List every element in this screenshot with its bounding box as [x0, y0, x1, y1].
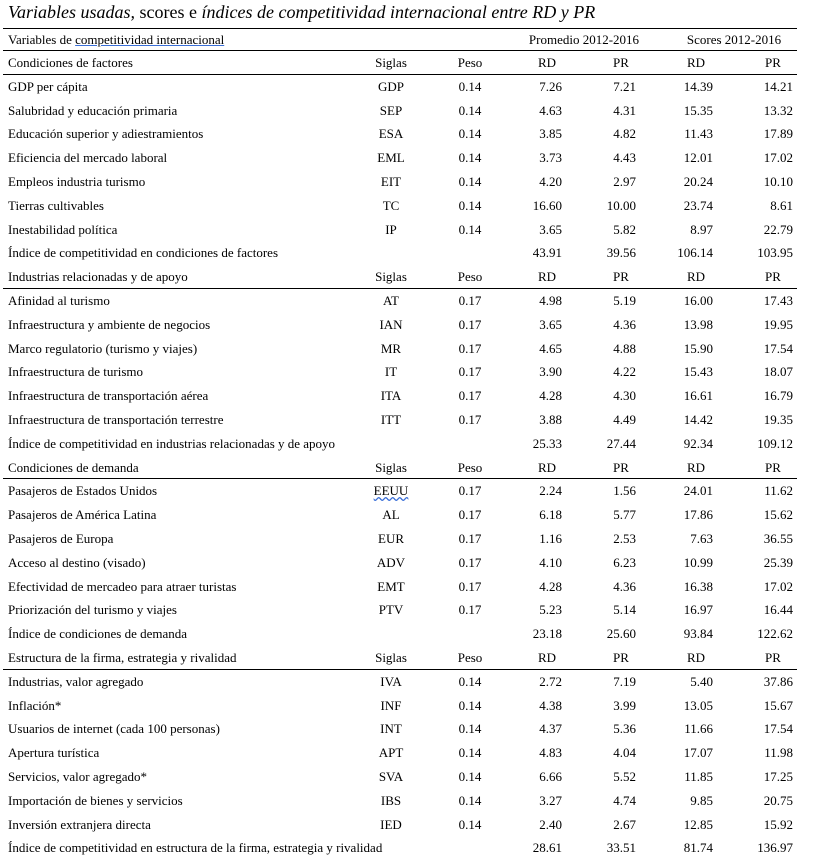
peso-cell: 0.14 — [458, 792, 482, 808]
header-row — [0, 28, 814, 51]
value-cell: 15.62 — [763, 507, 793, 523]
peso-cell: 0.17 — [458, 483, 482, 499]
value-cell: 3.65 — [539, 221, 562, 237]
value-cell: 16.38 — [683, 578, 713, 594]
sigla-cell: AL — [382, 507, 400, 523]
index-value: 25.60 — [606, 626, 636, 642]
title-part2: scores e — [135, 2, 202, 22]
value-cell: 8.97 — [690, 221, 713, 237]
value-cell: 17.54 — [763, 721, 793, 737]
table-row — [0, 384, 814, 407]
index-value: 93.84 — [683, 626, 713, 642]
column-header: PR — [765, 650, 781, 665]
competitividad-link[interactable]: competitividad internacional — [75, 32, 225, 47]
table-row — [0, 765, 814, 788]
table-row — [0, 670, 814, 693]
value-cell: 4.82 — [613, 126, 636, 142]
value-cell: 5.19 — [613, 293, 636, 308]
peso-cell: 0.14 — [458, 174, 482, 189]
peso-cell: 0.17 — [458, 578, 482, 594]
section-name: Condiciones de factores — [8, 55, 133, 70]
value-cell: 5.36 — [613, 721, 636, 737]
value-cell: 2.53 — [613, 531, 636, 546]
sigla-cell: EUR — [378, 531, 404, 546]
value-cell: 9.85 — [690, 792, 713, 808]
index-value: 28.61 — [532, 840, 562, 856]
value-cell: 14.42 — [683, 412, 713, 427]
scores-header: Scores 2012-2016 — [686, 32, 782, 47]
value-cell: 3.85 — [539, 126, 562, 142]
value-cell: 16.79 — [763, 388, 793, 404]
value-cell: 4.37 — [539, 721, 562, 737]
column-header: PR — [613, 459, 629, 475]
value-cell: 12.85 — [683, 816, 713, 832]
index-label: Índice de competitividad en condiciones de factores — [8, 245, 279, 261]
value-cell: 11.98 — [764, 745, 793, 761]
column-header: RD — [686, 650, 706, 665]
value-cell: 2.40 — [539, 816, 562, 832]
value-cell: 15.67 — [763, 697, 793, 713]
value-cell: 7.63 — [690, 531, 713, 546]
column-header: PR — [765, 459, 781, 475]
peso-cell: 0.17 — [458, 388, 482, 404]
value-cell: 5.14 — [613, 602, 636, 618]
column-header: RD — [537, 650, 557, 665]
column-header: RD — [686, 459, 706, 475]
table-row — [0, 75, 814, 98]
value-cell: 19.35 — [763, 412, 793, 427]
variables-header: Variables de competitividad internacional — [8, 32, 225, 47]
table-row — [0, 122, 814, 145]
value-cell: 16.61 — [683, 388, 713, 404]
value-cell: 3.65 — [539, 316, 562, 332]
value-cell: 18.07 — [763, 364, 793, 380]
sigla-cell: GDP — [377, 78, 404, 94]
variable-label: Industrias, valor agregado — [8, 673, 144, 689]
table-row — [0, 717, 814, 740]
column-header: PR — [613, 650, 629, 665]
index-row — [0, 432, 814, 455]
value-cell: 14.39 — [683, 78, 713, 94]
peso-cell: 0.14 — [458, 673, 482, 689]
peso-header: Peso — [457, 459, 483, 475]
value-cell: 3.27 — [539, 792, 562, 808]
index-value: 43.91 — [532, 245, 562, 261]
sigla-cell: SEP — [379, 102, 403, 118]
siglas-header: Siglas — [375, 650, 407, 665]
value-cell: 5.82 — [613, 221, 636, 237]
peso-cell: 0.17 — [458, 316, 482, 332]
table-row — [0, 99, 814, 122]
value-cell: 10.10 — [763, 174, 793, 189]
variable-label: Priorización del turismo y viajes — [8, 602, 177, 618]
table-row — [0, 170, 814, 193]
sigla-cell: AT — [383, 293, 399, 308]
value-cell: 19.95 — [763, 316, 793, 332]
variable-label: Acceso al destino (visado) — [8, 554, 146, 570]
title-part1: Variables usadas, — [8, 2, 136, 22]
table-row — [0, 408, 814, 431]
table-row — [0, 479, 814, 502]
table-row — [0, 146, 814, 169]
value-cell: 7.26 — [539, 78, 562, 94]
siglas-header: Siglas — [375, 55, 407, 70]
value-cell: 5.23 — [539, 602, 562, 618]
value-cell: 4.36 — [613, 316, 636, 332]
value-cell: 4.36 — [613, 578, 636, 594]
variable-label: Pasajeros de América Latina — [8, 507, 157, 523]
index-value: 106.14 — [677, 245, 713, 261]
index-value: 39.56 — [606, 245, 636, 261]
table-row — [0, 289, 814, 312]
peso-cell: 0.17 — [458, 340, 482, 356]
table-row — [0, 789, 814, 812]
index-value: 122.62 — [757, 626, 793, 642]
value-cell: 4.04 — [613, 745, 636, 761]
peso-cell: 0.14 — [458, 197, 482, 213]
sigla-cell: MR — [380, 340, 402, 356]
value-cell: 16.00 — [683, 293, 713, 308]
table-row — [0, 741, 814, 764]
table-row — [0, 598, 814, 621]
sigla-cell: ITT — [380, 412, 402, 427]
variable-label: Pasajeros de Europa — [8, 531, 114, 546]
sigla-cell: SVA — [378, 769, 404, 784]
variable-label: Inflación* — [8, 697, 62, 713]
variable-label: Marco regulatorio (turismo y viajes) — [8, 340, 198, 356]
peso-cell: 0.14 — [458, 816, 482, 832]
value-cell: 24.01 — [683, 483, 713, 499]
index-value: 27.44 — [606, 435, 636, 451]
value-cell: 15.43 — [683, 364, 713, 380]
sigla-cell: EIT — [380, 174, 402, 189]
siglas-header: Siglas — [375, 269, 407, 285]
index-value: 81.74 — [683, 840, 713, 856]
section-header — [0, 456, 814, 479]
peso-header: Peso — [457, 269, 483, 285]
value-cell: 17.02 — [763, 150, 793, 166]
value-cell: 2.97 — [613, 174, 636, 189]
index-row — [0, 241, 814, 264]
value-cell: 11.66 — [684, 721, 713, 737]
value-cell: 37.86 — [763, 673, 793, 689]
variable-label: Apertura turística — [8, 745, 100, 761]
peso-cell: 0.14 — [458, 745, 482, 761]
value-cell: 10.00 — [606, 197, 636, 213]
value-cell: 22.79 — [763, 221, 793, 237]
value-cell: 4.63 — [539, 102, 562, 118]
value-cell: 4.10 — [539, 554, 562, 570]
value-cell: 13.32 — [763, 102, 793, 118]
sigla-cell: TC — [382, 197, 400, 213]
value-cell: 16.60 — [532, 197, 562, 213]
variable-label: Servicios, valor agregado* — [8, 769, 147, 784]
variable-label: Efectividad de mercadeo para atraer turistas — [8, 578, 237, 594]
peso-header: Peso — [457, 55, 483, 70]
variable-label: Infraestructura de turismo — [8, 364, 144, 380]
sigla-cell: ESA — [378, 126, 404, 142]
sigla-cell: PTV — [378, 602, 404, 618]
peso-cell: 0.14 — [458, 102, 482, 118]
value-cell: 20.24 — [683, 174, 713, 189]
value-cell: 5.77 — [613, 507, 636, 523]
sigla-cell: INT — [380, 721, 402, 737]
table-row — [0, 503, 814, 526]
variable-label: Infraestructura de transportación terrestre — [8, 412, 224, 427]
variable-label: Infraestructura de transportación aérea — [8, 388, 209, 404]
variable-label: Pasajeros de Estados Unidos — [8, 483, 158, 499]
variable-label: Salubridad y educación primaria — [8, 102, 178, 118]
table-row — [0, 694, 814, 717]
table-title — [8, 2, 595, 23]
section-name: Estructura de la firma, estrategia y rivalidad — [8, 650, 237, 665]
sigla-cell: IP — [385, 221, 397, 237]
sigla-cell: APT — [378, 745, 404, 761]
column-header: RD — [537, 269, 557, 285]
value-cell: 6.23 — [613, 554, 636, 570]
value-cell: 15.92 — [763, 816, 793, 832]
table-row — [0, 813, 814, 836]
peso-cell: 0.17 — [458, 364, 482, 380]
value-cell: 5.52 — [613, 769, 636, 784]
value-cell: 4.30 — [613, 388, 636, 404]
column-header: PR — [613, 269, 629, 285]
value-cell: 10.99 — [683, 554, 713, 570]
value-cell: 17.25 — [763, 769, 793, 784]
sigla-cell: IBS — [380, 792, 402, 808]
index-label: Índice de competitividad en estructura de la firma, estrategia y rivalidad — [8, 840, 383, 856]
sigla-cell: IAN — [379, 316, 403, 332]
column-header: RD — [686, 269, 706, 285]
index-value: 33.51 — [606, 840, 636, 856]
value-cell: 7.19 — [613, 673, 636, 689]
peso-cell: 0.17 — [458, 531, 482, 546]
value-cell: 4.28 — [539, 578, 562, 594]
sigla-cell: ITA — [380, 388, 402, 404]
value-cell: 2.24 — [539, 483, 562, 499]
section-header — [0, 51, 814, 74]
value-cell: 6.66 — [539, 769, 562, 784]
column-header: PR — [765, 55, 781, 70]
index-value: 136.97 — [757, 840, 793, 856]
sigla-cell: IED — [380, 816, 402, 832]
value-cell: 11.85 — [684, 769, 713, 784]
value-cell: 3.73 — [539, 150, 562, 166]
variable-label: Importación de bienes y servicios — [8, 792, 183, 808]
section-name: Condiciones de demanda — [8, 459, 139, 475]
value-cell: 4.38 — [539, 697, 562, 713]
table-row — [0, 313, 814, 336]
sigla-cell: EMT — [377, 578, 405, 594]
value-cell: 17.02 — [763, 578, 793, 594]
value-cell: 16.44 — [763, 602, 793, 618]
value-cell: 7.21 — [613, 78, 636, 94]
value-cell: 17.89 — [763, 126, 793, 142]
table-row — [0, 360, 814, 383]
value-cell: 4.28 — [539, 388, 562, 404]
value-cell: 4.49 — [613, 412, 636, 427]
peso-cell: 0.14 — [458, 78, 482, 94]
index-value: 92.34 — [683, 435, 713, 451]
index-value: 23.18 — [532, 626, 562, 642]
value-cell: 15.35 — [683, 102, 713, 118]
value-cell: 4.22 — [613, 364, 636, 380]
section-header — [0, 646, 814, 669]
peso-cell: 0.17 — [458, 602, 482, 618]
value-cell: 4.20 — [539, 174, 562, 189]
value-cell: 25.39 — [763, 554, 793, 570]
value-cell: 1.16 — [539, 531, 562, 546]
value-cell: 3.99 — [613, 697, 636, 713]
value-cell: 4.31 — [613, 102, 636, 118]
peso-cell: 0.17 — [458, 554, 482, 570]
index-value: 25.33 — [532, 435, 562, 451]
variable-label: Tierras cultivables — [8, 197, 104, 213]
value-cell: 4.43 — [613, 150, 636, 166]
sigla-cell: IVA — [380, 673, 402, 689]
value-cell: 11.62 — [764, 483, 793, 499]
table-row — [0, 194, 814, 217]
peso-cell: 0.17 — [458, 412, 482, 427]
variable-label: Afinidad al turismo — [8, 293, 110, 308]
table-row — [0, 575, 814, 598]
value-cell: 17.86 — [683, 507, 713, 523]
value-cell: 14.21 — [763, 78, 793, 94]
value-cell: 17.07 — [683, 745, 713, 761]
value-cell: 3.90 — [539, 364, 562, 380]
promedio-header: Promedio 2012-2016 — [528, 32, 640, 47]
peso-cell: 0.14 — [458, 221, 482, 237]
value-cell: 4.74 — [613, 792, 636, 808]
column-header: RD — [686, 55, 706, 70]
value-cell: 12.01 — [683, 150, 713, 166]
value-cell: 4.88 — [613, 340, 636, 356]
table-row — [0, 551, 814, 574]
peso-cell: 0.14 — [458, 697, 482, 713]
value-cell: 13.05 — [683, 697, 713, 713]
variable-label: Inestabilidad política — [8, 221, 118, 237]
title-part3: índices de competitividad internacional entre RD y PR — [201, 2, 596, 22]
variable-label: Infraestructura y ambiente de negocios — [8, 316, 211, 332]
variable-label: GDP per cápita — [8, 78, 88, 94]
variable-label: Inversión extranjera directa — [8, 816, 151, 832]
section-header — [0, 265, 814, 288]
section-name: Industrias relacionadas y de apoyo — [8, 269, 188, 285]
index-row — [0, 622, 814, 645]
sigla-cell: IT — [384, 364, 398, 380]
value-cell: 2.72 — [539, 673, 562, 689]
peso-cell: 0.14 — [458, 769, 482, 784]
sigla-cell: EML — [377, 150, 405, 166]
peso-cell: 0.14 — [458, 721, 482, 737]
value-cell: 4.83 — [539, 745, 562, 761]
peso-cell: 0.17 — [458, 507, 482, 523]
column-header: PR — [613, 55, 629, 70]
value-cell: 23.74 — [683, 197, 713, 213]
table-row — [0, 527, 814, 550]
value-cell: 2.67 — [613, 816, 636, 832]
sigla-cell: ADV — [376, 554, 406, 570]
peso-header: Peso — [457, 650, 483, 665]
value-cell: 17.54 — [763, 340, 793, 356]
siglas-header: Siglas — [375, 459, 407, 475]
sigla-cell: EEUU — [373, 483, 409, 499]
value-cell: 4.65 — [539, 340, 562, 356]
index-value: 103.95 — [757, 245, 793, 261]
column-header: RD — [537, 55, 557, 70]
value-cell: 15.90 — [683, 340, 713, 356]
peso-cell: 0.17 — [458, 293, 482, 308]
column-header: PR — [765, 269, 781, 285]
index-label: Índice de condiciones de demanda — [8, 626, 188, 642]
value-cell: 8.61 — [770, 197, 793, 213]
variable-label: Empleos industria turismo — [8, 174, 146, 189]
peso-cell: 0.14 — [458, 126, 482, 142]
variable-label: Usuarios de internet (cada 100 personas) — [8, 721, 220, 737]
peso-cell: 0.14 — [458, 150, 482, 166]
value-cell: 11.43 — [684, 126, 713, 142]
value-cell: 36.55 — [763, 531, 793, 546]
variable-label: Educación superior y adiestramientos — [8, 126, 204, 142]
index-label: Índice de competitividad en industrias relacionadas y de apoyo — [8, 435, 336, 451]
value-cell: 6.18 — [539, 507, 562, 523]
value-cell: 17.43 — [763, 293, 793, 308]
value-cell: 1.56 — [613, 483, 636, 499]
index-value: 109.12 — [757, 435, 793, 451]
value-cell: 13.98 — [683, 316, 713, 332]
value-cell: 20.75 — [763, 792, 793, 808]
variable-label: Eficiencia del mercado laboral — [8, 150, 168, 166]
table-row — [0, 337, 814, 360]
value-cell: 16.97 — [683, 602, 713, 618]
value-cell: 3.88 — [539, 412, 562, 427]
column-header: RD — [537, 459, 557, 475]
sigla-cell: INF — [380, 697, 402, 713]
value-cell: 4.98 — [539, 293, 562, 308]
table-row — [0, 218, 814, 241]
value-cell: 5.40 — [690, 673, 713, 689]
